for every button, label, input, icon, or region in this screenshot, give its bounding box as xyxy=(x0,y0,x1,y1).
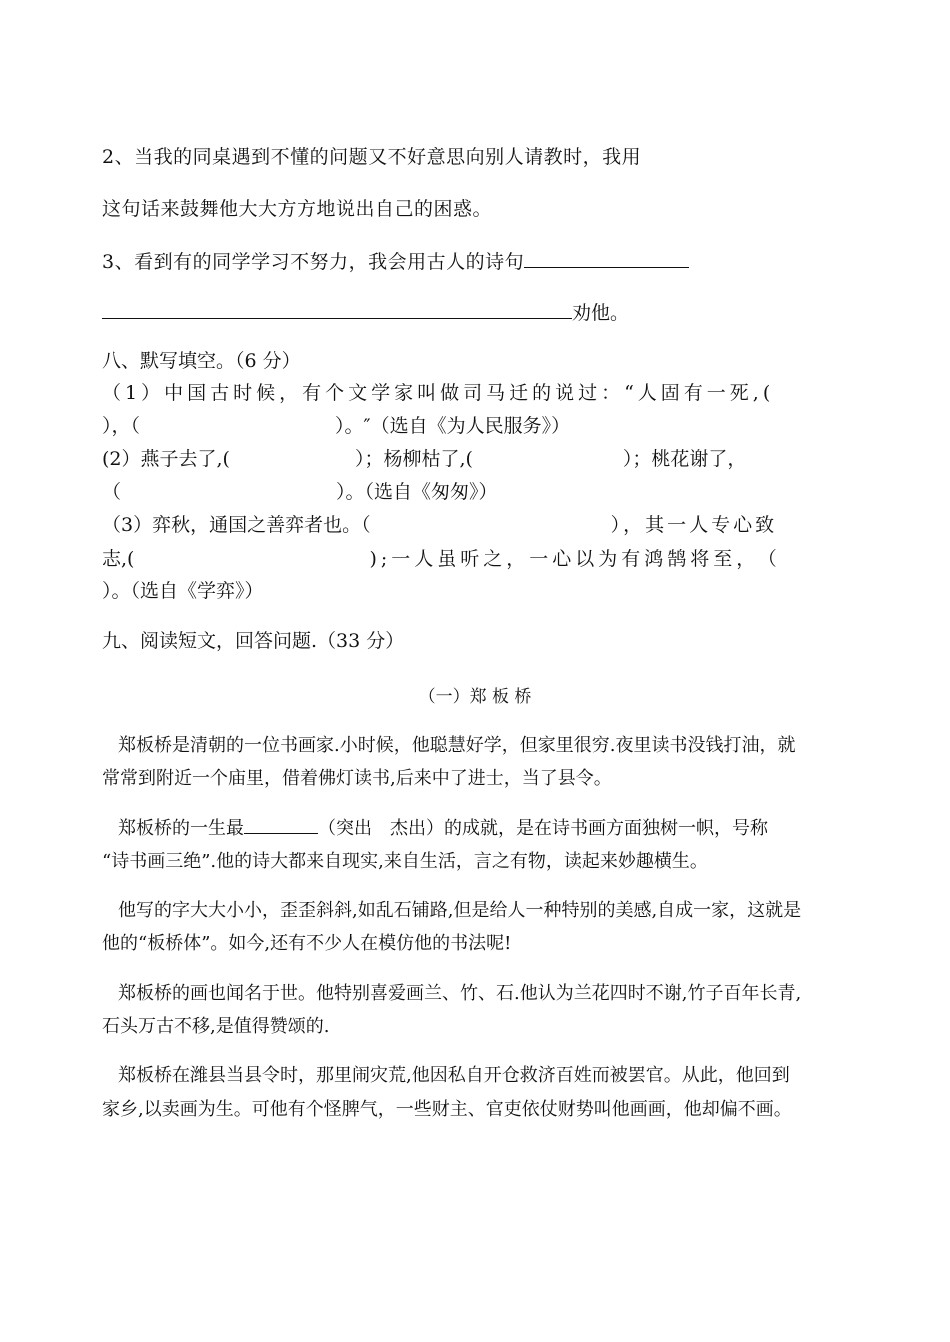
s8-p2-part2: ）；杨柳枯了,( xyxy=(354,448,473,470)
s8-p1-end: ）。″（选自《为人民服务》） xyxy=(335,415,571,437)
q3-line2-end: 劝他。 xyxy=(572,302,630,324)
s8-p3b-mid: );一人虽听之，一心以为有鸿鹄将至， xyxy=(369,548,760,570)
para2-end: （突出 杰出）的成就，是在诗书画方面独树一帜，号称 xyxy=(318,818,768,839)
para1-line2: 常常到附近一个庙里，借着佛灯读书,后来中了进士，当了县令。 xyxy=(102,768,612,789)
q2-line1: 2、当我的同桌遇到不懂的问题又不好意思向别人请教时，我用 xyxy=(102,146,642,168)
para1-line1: 郑板桥是清朝的一位书画家.小时候，他聪慧好学，但家里很穷.夜里读书没钱打油，就 xyxy=(118,735,796,756)
s8-p1-start: ），（ xyxy=(102,415,141,437)
para4-line2: 石头万古不移,是值得赞颂的. xyxy=(102,1016,330,1037)
q3-line1 xyxy=(102,247,689,275)
s8-p1-line1: （1）中国古时候，有个文学家叫做司马迁的说过：“人固有一死,( xyxy=(102,382,775,404)
s8-p2-line1 xyxy=(102,446,746,472)
q3-line2 xyxy=(102,298,629,326)
s8-p3-line1 xyxy=(102,512,777,538)
s8-p1-line2 xyxy=(102,413,570,439)
q2-line2: 这句话来鼓舞他大大方方地说出自己的困惑。 xyxy=(102,198,493,220)
article-title: （一）郑 板 桥 xyxy=(418,687,532,707)
s8-p3a-start: （3）弈秋，通国之善弈者也。（ xyxy=(102,514,371,536)
section8-heading: 八、默写填空。（6 分） xyxy=(102,350,301,372)
section9-heading: 九、阅读短文，回答问题.（33 分） xyxy=(102,630,405,652)
s8-p2-part1: (2）燕子去了,( xyxy=(102,448,230,470)
para5-line2: 家乡,以卖画为生。可他有个怪脾气，一些财主、官吏依仗财势叫他画画，他却偏不画。 xyxy=(102,1099,792,1120)
s8-p2-part3: ）；桃花谢了， xyxy=(622,448,747,470)
para3-line1: 他写的字大大小小，歪歪斜斜,如乱石铺路,但是给人一种特别的美感,自成一家，这就是 xyxy=(118,900,802,921)
para5-line1: 郑板桥在潍县当县令时，那里闹灾荒,他因私自开仓救济百姓而被罢官。从此，他回到 xyxy=(118,1065,790,1086)
s8-p3b-start: 志,( xyxy=(102,548,135,570)
s8-p3-line3: ）。（选自《学弈》） xyxy=(102,580,264,602)
q3-answer-blank-2[interactable] xyxy=(102,298,572,319)
q3-answer-blank-1[interactable] xyxy=(524,247,689,268)
s8-p2b-end: ）。（选自《匆匆》） xyxy=(336,481,498,503)
para4-line1: 郑板桥的画也闻名于世。他特别喜爱画兰、竹、石.他认为兰花四时不谢,竹子百年长青, xyxy=(118,983,802,1004)
para2-start: 郑板桥的一生最 xyxy=(118,818,244,839)
q3-text: 3、看到有的同学学习不努力，我会用古人的诗句 xyxy=(102,251,525,273)
para2-answer-blank[interactable] xyxy=(244,815,318,834)
s8-p2b-start: （ xyxy=(102,481,122,503)
para2-line1 xyxy=(118,815,768,842)
s8-p3-line2 xyxy=(102,546,777,572)
para3-line2: 他的“板桥体”。如今,还有不少人在模仿他的书法呢! xyxy=(102,933,512,954)
s8-p3b-end: （ xyxy=(767,548,777,570)
s8-p3a-end: ），其一人专心致 xyxy=(610,514,778,536)
para2-line2: “诗书画三绝”.他的诗大都来自现实,来自生活，言之有物，读起来妙趣横生。 xyxy=(102,851,708,872)
s8-p2-line2 xyxy=(102,479,498,505)
